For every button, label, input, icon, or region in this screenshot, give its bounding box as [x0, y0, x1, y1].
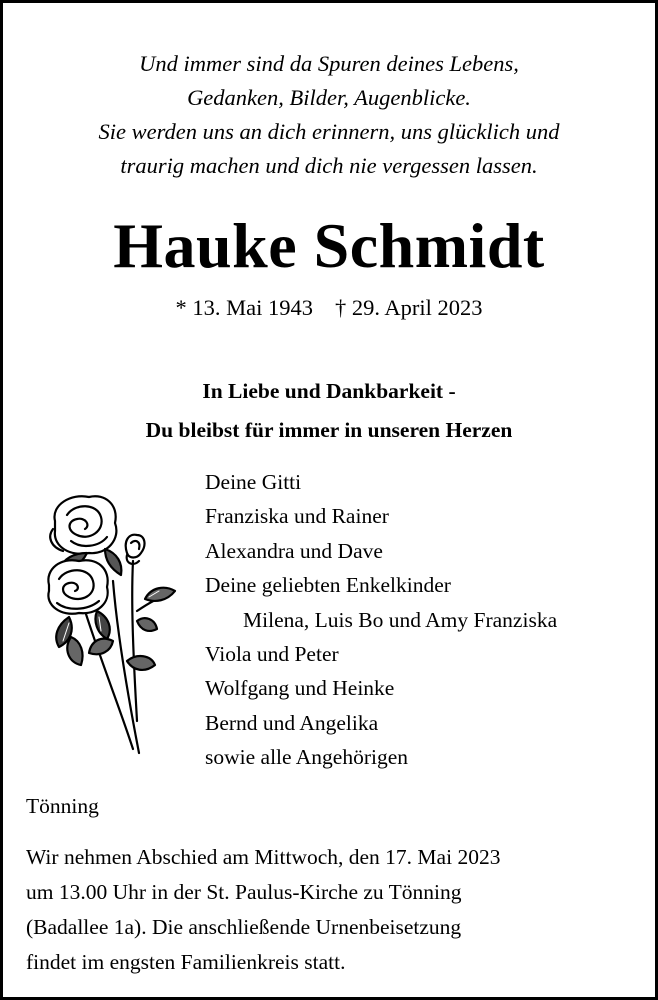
family-line: Viola und Peter — [205, 642, 339, 667]
family-line: Deine Gitti — [205, 470, 302, 494]
family-line: Franziska und Rainer — [205, 504, 389, 529]
poem-line: Gedanken, Bilder, Augenblicke. — [187, 85, 471, 110]
poem-line: Sie werden uns an dich erinnern, uns glücklich und — [98, 119, 560, 144]
funeral-notice — [26, 840, 500, 980]
family-line: Bernd und Angelika — [205, 710, 379, 735]
family-line: Alexandra und Dave — [205, 538, 383, 563]
dedication-line: Du bleibst für immer in unseren Herzen — [145, 418, 513, 442]
deceased-name: Hauke Schmidt — [113, 210, 545, 281]
family-line: Deine geliebten Enkelkinder — [205, 573, 451, 598]
death-date: † 29. April 2023 — [334, 295, 483, 320]
notice-line: (Badallee 1a). Die anschließende Urnenbeisetzung — [26, 915, 462, 939]
poem-line: traurig machen und dich nie vergessen lassen. — [120, 153, 538, 178]
place-name: Tönning — [26, 794, 99, 818]
dedication-line: In Liebe und Dankbarkeit - — [202, 379, 456, 403]
dedication — [3, 372, 655, 450]
poem-line: Und immer sind da Spuren deines Lebens, — [139, 51, 519, 76]
notice-line: findet im engsten Familienkreis statt. — [26, 950, 346, 974]
family-list — [205, 465, 557, 775]
rose-bouquet-icon — [41, 491, 181, 756]
family-line: Wolfgang und Heinke — [205, 676, 395, 701]
birth-date: * 13. Mai 1943 — [175, 295, 313, 320]
family-line: sowie alle Angehörigen — [205, 745, 409, 770]
life-dates — [3, 291, 655, 325]
family-line-grandchildren: Milena, Luis Bo und Amy Franziska — [243, 607, 558, 632]
notice-line: Wir nehmen Abschied am Mittwoch, den 17. Mai 2023 — [26, 845, 501, 869]
memorial-poem — [3, 47, 655, 183]
notice-line: um 13.00 Uhr in der St. Paulus-Kirche zu Tönning — [26, 880, 462, 904]
